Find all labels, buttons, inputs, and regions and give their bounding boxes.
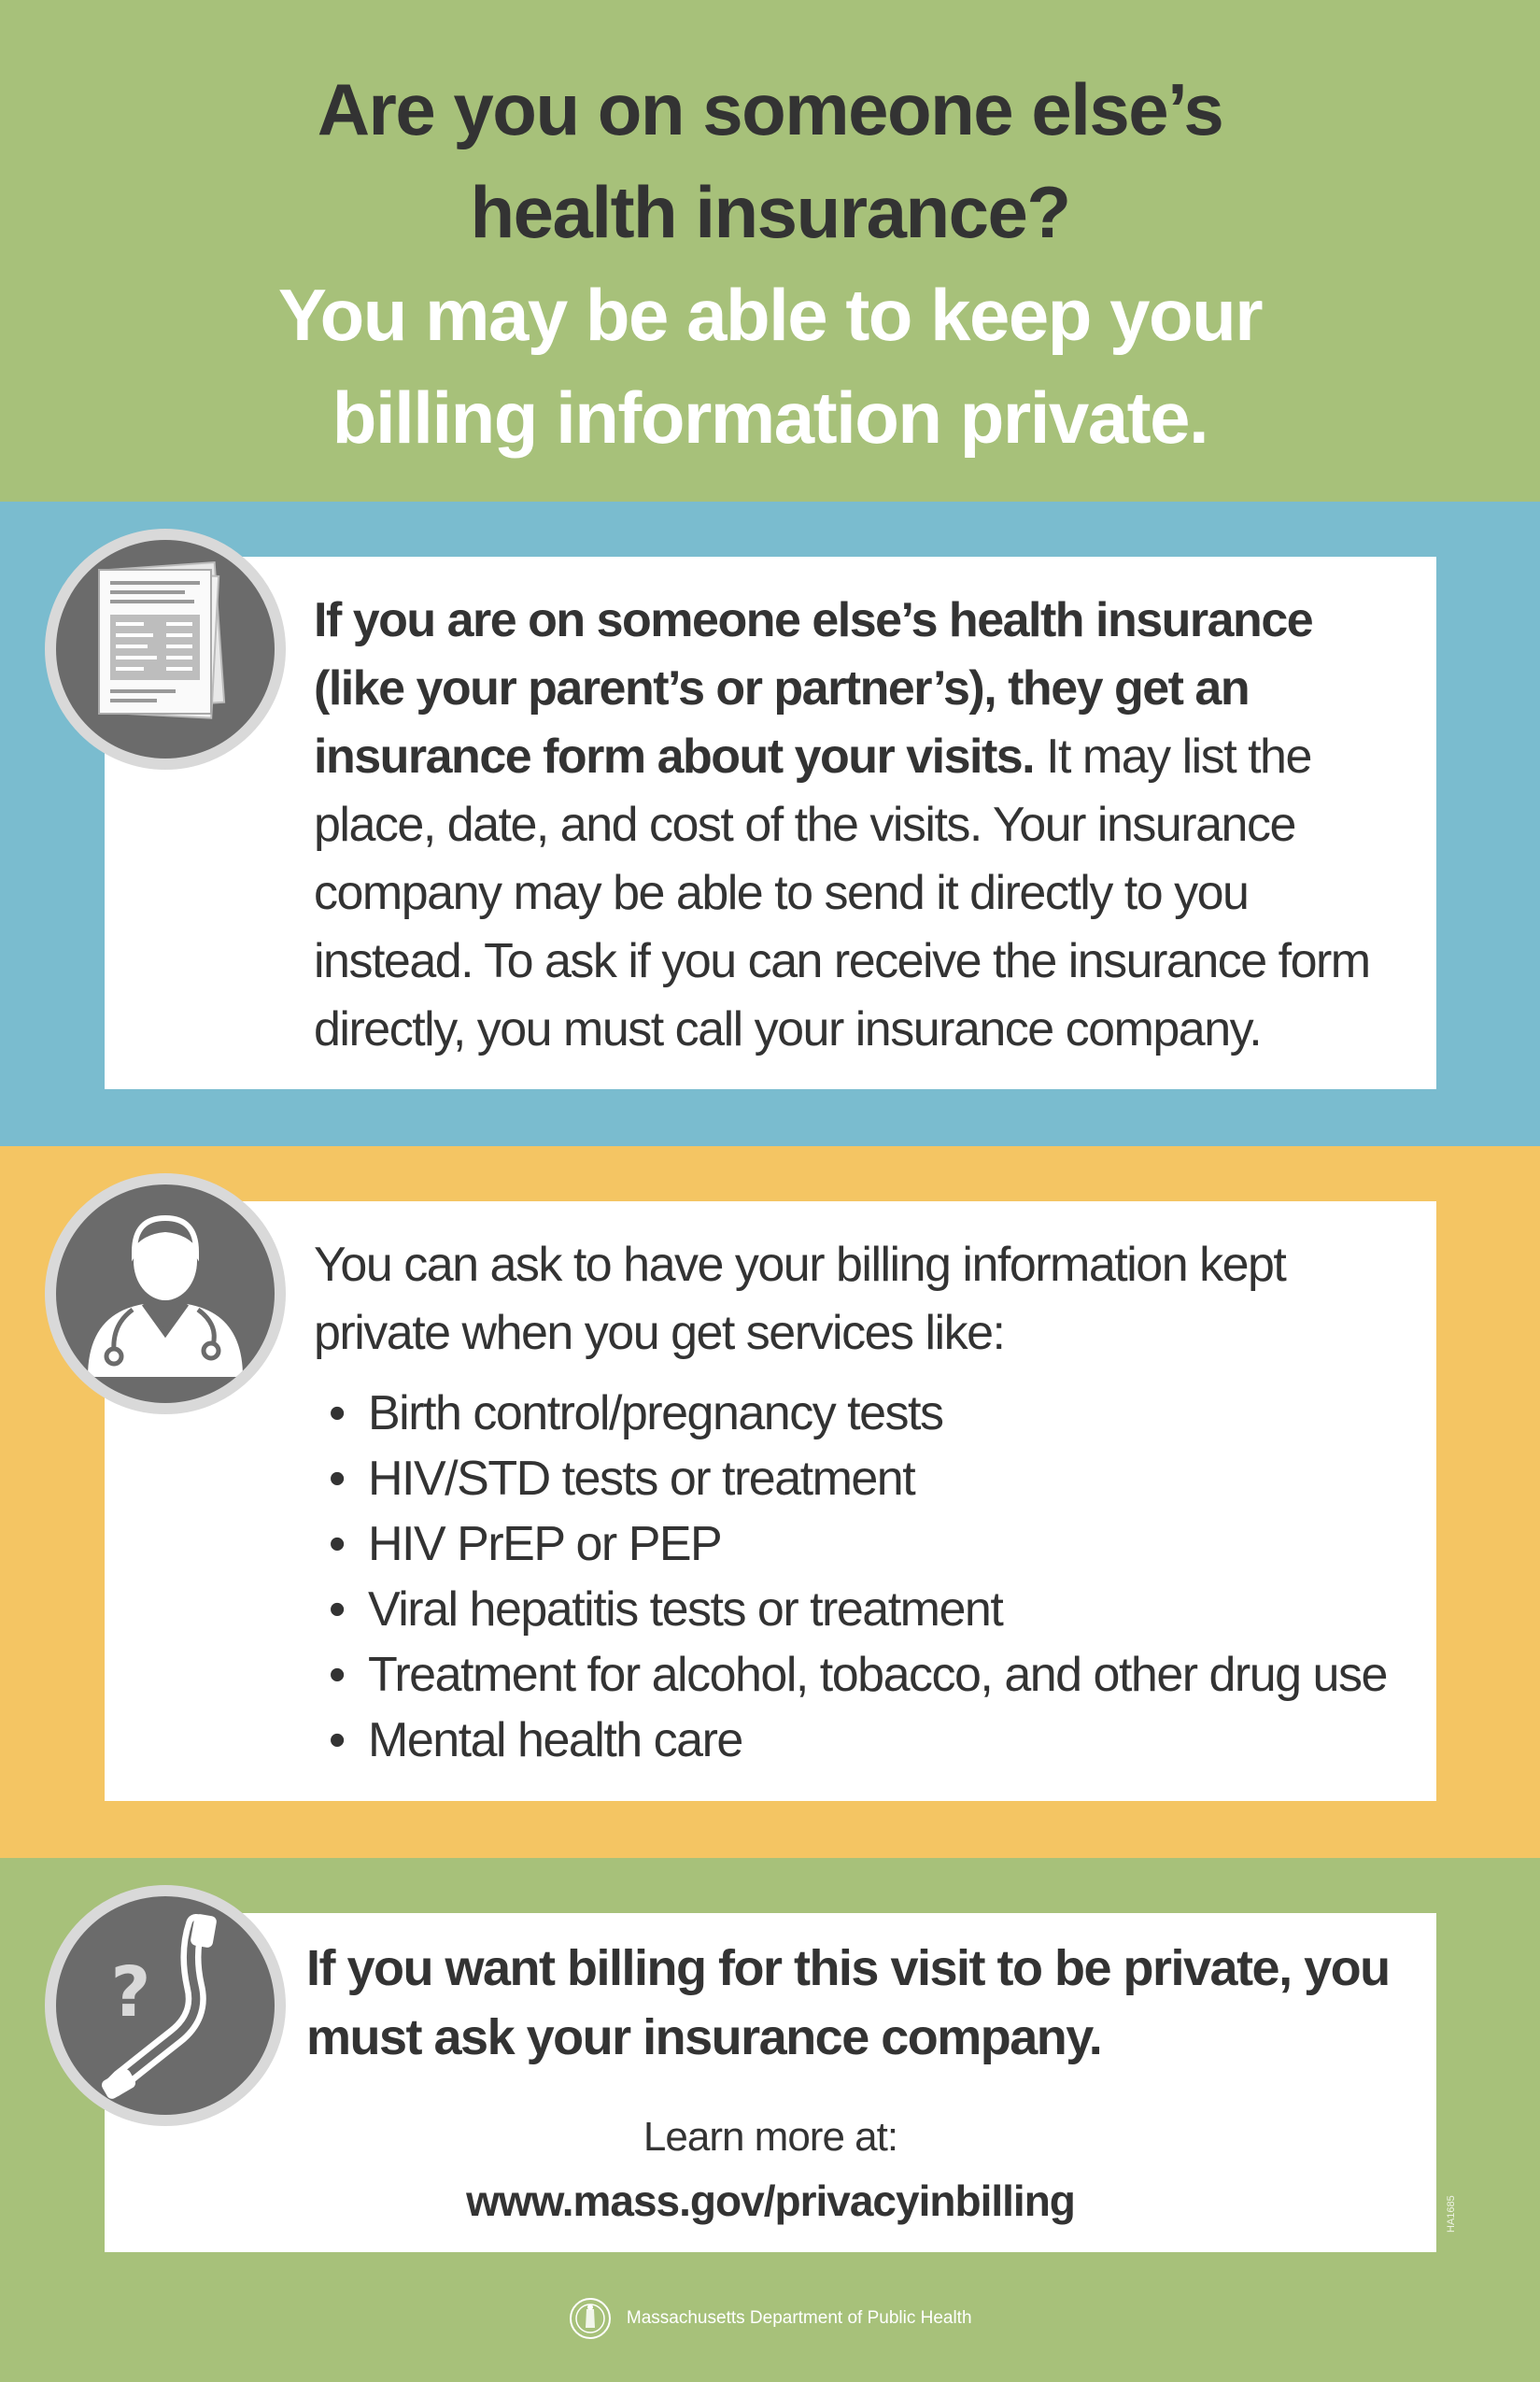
doctor-icon	[45, 1173, 286, 1414]
list-item: • Viral hepatitis tests or treatment	[329, 1577, 1412, 1642]
list-item: • HIV/STD tests or treatment	[329, 1446, 1412, 1511]
headline-line-1: Are you on someone else’s	[317, 68, 1223, 150]
list-item: • Mental health care	[329, 1708, 1412, 1773]
contact-insurance-text: If you want billing for this visit to be private, you must ask your insurance company.	[306, 1940, 1390, 2065]
privacy-url-link[interactable]: www.mass.gov/privacyinbilling	[466, 2176, 1075, 2225]
insurance-form-text	[314, 587, 1397, 1064]
headline-line-3: You may be able to keep your	[277, 274, 1263, 356]
insurance-form-icon	[45, 529, 286, 770]
headline-line-2: health insurance?	[470, 171, 1070, 253]
list-item: • Treatment for alcohol, tobacco, and other drug use	[329, 1642, 1412, 1708]
services-intro: You can ask to have your billing information kept private when you get services like:	[314, 1238, 1286, 1360]
list-item: • HIV PrEP or PEP	[329, 1511, 1412, 1577]
list-item: • Birth control/pregnancy tests	[329, 1381, 1412, 1446]
insurance-form-regular-text: It may list the place, date, and cost of the visits. Your insurance company may be able to send it directly to you instead. To ask if you can receive the insurance form directly, you must call your insurance company.	[314, 730, 1370, 1056]
document-code: HA1685	[1446, 2195, 1457, 2233]
services-list	[329, 1381, 1412, 1773]
footer	[0, 2296, 1540, 2341]
svg-text:?: ?	[110, 1952, 151, 2033]
department-name: Massachusetts Department of Public Health	[626, 2308, 972, 2328]
state-seal-icon	[568, 2296, 613, 2341]
insurance-form-bold-text: If you are on someone else’s health insurance (like your parent’s or partner’s), they get an insurance form about your visits.	[314, 593, 1313, 784]
headline	[0, 58, 1540, 469]
question-phone-icon	[45, 1885, 286, 2126]
learn-more-label: Learn more at:	[643, 2114, 898, 2160]
headline-line-4: billing information private.	[332, 376, 1208, 459]
